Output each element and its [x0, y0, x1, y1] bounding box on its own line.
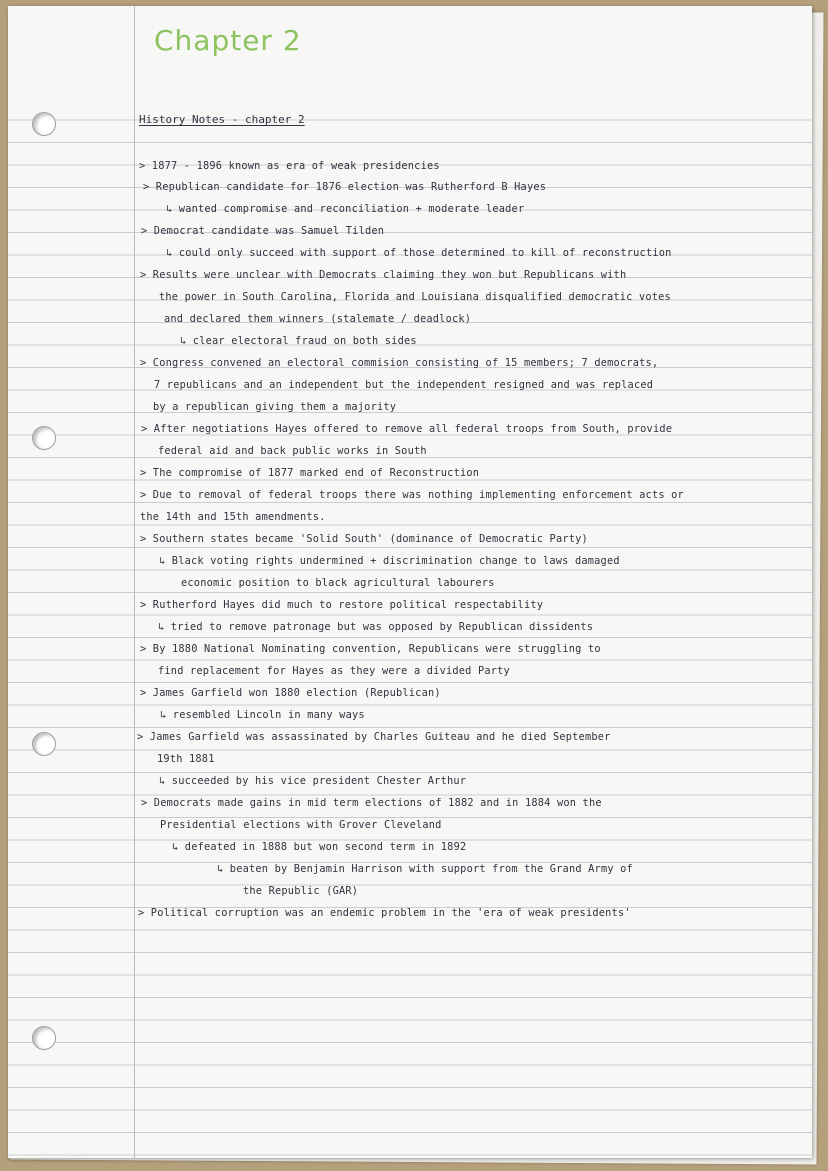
note-line: > Democrats made gains in mid term elections of 1882 and in 1884 won the — [141, 797, 602, 809]
note-line: federal aid and back public works in South — [158, 445, 427, 457]
notes-subtitle: History Notes - chapter 2 — [139, 113, 305, 126]
notebook-page — [8, 6, 812, 1158]
note-line: > Democrat candidate was Samuel Tilden — [141, 225, 385, 237]
note-line: > Republican candidate for 1876 election was Rutherford B Hayes — [143, 181, 547, 193]
note-line: ↳ succeeded by his vice president Chester Arthur — [159, 775, 467, 787]
note-line: > Political corruption was an endemic problem in the 'era of weak presidents' — [138, 907, 631, 919]
note-line: ↳ beaten by Benjamin Harrison with support from the Grand Army of — [217, 863, 633, 875]
notes-body — [8, 6, 812, 1158]
note-line: economic position to black agricultural labourers — [181, 577, 495, 589]
note-line: 19th 1881 — [157, 753, 215, 765]
note-line: > After negotiations Hayes offered to remove all federal troops from South, provide — [141, 423, 673, 435]
note-line: > James Garfield was assassinated by Charles Guiteau and he died September — [137, 731, 611, 743]
note-line: the 14th and 15th amendments. — [140, 511, 326, 523]
chapter-title: Chapter 2 — [154, 24, 302, 57]
note-line: > By 1880 National Nominating convention, Republicans were struggling to — [140, 643, 601, 655]
note-line: by a republican giving them a majority — [153, 401, 397, 413]
note-line: > James Garfield won 1880 election (Republican) — [140, 687, 441, 699]
note-line: ↳ defeated in 1888 but won second term in 1892 — [172, 841, 467, 853]
note-line: the power in South Carolina, Florida and Louisiana disqualified democratic votes — [159, 291, 671, 303]
note-line: Presidential elections with Grover Cleveland — [160, 819, 442, 831]
note-line: > Southern states became 'Solid South' (dominance of Democratic Party) — [140, 533, 588, 545]
note-line: and declared them winners (stalemate / deadlock) — [164, 313, 472, 325]
note-line: ↳ could only succeed with support of those determined to kill of reconstruction — [166, 247, 672, 259]
note-line: find replacement for Hayes as they were a divided Party — [158, 665, 510, 677]
note-line: ↳ wanted compromise and reconciliation + moderate leader — [166, 203, 525, 215]
note-line: the Republic (GAR) — [243, 885, 359, 897]
note-line: ↳ Black voting rights undermined + discrimination change to laws damaged — [159, 555, 620, 567]
note-line: > Due to removal of federal troops there was nothing implementing enforcement acts or — [140, 489, 684, 501]
note-line: > Results were unclear with Democrats claiming they won but Republicans with — [140, 269, 627, 281]
note-line: > Rutherford Hayes did much to restore political respectability — [140, 599, 544, 611]
note-line: ↳ resembled Lincoln in many ways — [160, 709, 365, 721]
note-line: ↳ tried to remove patronage but was opposed by Republican dissidents — [158, 621, 594, 633]
note-line: > 1877 - 1896 known as era of weak presidencies — [139, 160, 440, 172]
note-line: > The compromise of 1877 marked end of Reconstruction — [140, 467, 480, 479]
note-line: 7 republicans and an independent but the independent resigned and was replaced — [154, 379, 654, 391]
note-line: > Congress convened an electoral commision consisting of 15 members; 7 democrats, — [140, 357, 659, 369]
note-line: ↳ clear electoral fraud on both sides — [180, 335, 417, 347]
